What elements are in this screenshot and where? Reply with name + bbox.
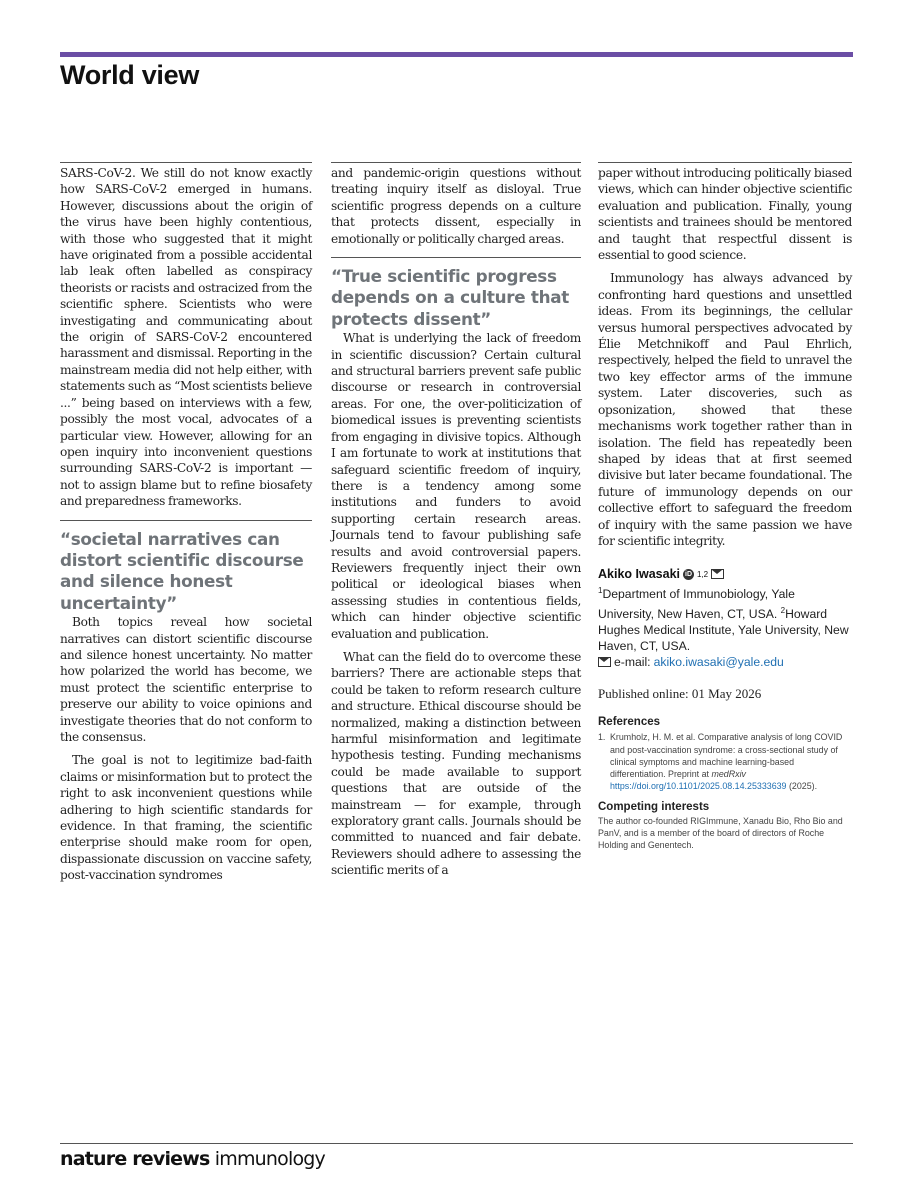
published-date: Published online: 01 May 2026: [598, 686, 762, 702]
column-rule: [598, 162, 852, 163]
paragraph: Immunology has always advanced by confronting hard questions and unsettled ideas. From its beginnings, the cellular versus humoral perspectives advocated by Élie Metchnikoff and Paul Ehrlich, respectively, helped the field to unravel the two key effector arms of the immune system. Later discoveries, such as opsonization, showed that these mechanisms work together rather than in isolation. The field has repeatedly been shaped by ideas that at first seemed divisive but later became foundational. The future of immunology depends on our collective effort to safeguard the freedom of inquiry with the same passion we have for scientific integrity.: [598, 271, 852, 548]
paragraph: paper without introducing politically biased views, which can hinder objective scientific evaluation and publication. Finally, young scientists and trainees should be mentored and taught that respectful dissent is essential to good science.: [598, 166, 852, 263]
reference-journal: medRxiv: [711, 769, 746, 780]
email-line: [598, 654, 852, 670]
author-name-text: Akiko Iwasaki: [598, 567, 680, 582]
column-3: [598, 162, 852, 851]
header-rule: [60, 52, 853, 57]
affiliation-2: Howard Hughes Medical Institute, Yale University, New Haven, CT, USA.: [598, 606, 849, 654]
footer-rule: [60, 1143, 853, 1144]
mail-icon: [598, 657, 611, 667]
paragraph: SARS-CoV-2. We still do not know exactly how SARS-CoV-2 emerged in humans. However, discussions about the origin of the virus have been highly contentious, with those who suggested that it might have originated from a possible accidental lab leak often labelled as conspiracy theorists or racists and ostracized from the scientific sphere. Scientists who were investigating and communicating about the origin of SARS-CoV-2 encountered harassment and dismissal. Reporting in the mainstream media did not help either, with statements such as “Most scientists believe ...” being based on interviews with a few, possibly the most vocal, advocates of a particular view. However, allowing for an open inquiry into inconvenient questions surrounding SARS-CoV-2 is important — not to assign blame but to refine biosafety and preparedness frameworks.: [60, 166, 312, 509]
references-heading: References: [598, 716, 661, 729]
paragraph: Both topics reveal how societal narratives can distort scientific discourse and silence honest uncertainty. No matter how polarized the world has become, we must protect the scientific enterprise to preserve our ability to voice opinions and investigate theories that do not conform to the consensus.: [60, 615, 312, 744]
section-title: World view: [60, 60, 200, 90]
reference-number: 1.: [598, 732, 606, 743]
reference-year: (2025).: [788, 781, 818, 792]
reference-text: Krumholz, H. M. et al. Comparative analysis of long COVID and post-vaccination syndrome: a cross-sectional study of clinical symptoms and machine learning-based differentiation. Preprint at: [610, 732, 843, 780]
orcid-icon[interactable]: iD: [685, 570, 692, 578]
email-label: e-mail:: [614, 655, 651, 670]
email-link[interactable]: akiko.iwasaki@yale.edu: [653, 655, 784, 670]
journal-footer: [60, 1148, 325, 1170]
journal-brand-light: immunology: [214, 1148, 325, 1170]
mail-icon[interactable]: [711, 569, 724, 579]
author-name: [598, 567, 852, 581]
paragraph: What can the field do to overcome these barriers? There are actionable steps that could be taken to reform research culture and structure. Ethical discourse should be normalized, making a distinction between harmful misinformation and legitimate hypothesis testing. Funding mechanisms could be made available to support questions that are outside of the mainstream — for example, through exploratory grant calls. Journals should be committed to nuanced and fair debate. Reviewers should adhere to assessing the scientific merits of a: [331, 649, 581, 878]
column-rule: [60, 162, 312, 163]
column-2: [331, 162, 581, 879]
paragraph: The goal is not to legitimize bad-faith claims or misinformation but to protect the right to ask inconvenient questions while adhering to high scientific standards for evidence. In that framing, the scientific enterprise should make room for open, dispassionate discussion on vaccine safety, post-vaccination syndromes: [60, 753, 312, 883]
competing-interests-heading: Competing interests: [598, 800, 710, 813]
paragraph: and pandemic-origin questions without treating inquiry itself as disloyal. True scientific progress depends on a culture that protects dissent, especially in emotionally or politically charged areas.: [331, 166, 581, 246]
reference-body: [610, 731, 852, 792]
affiliations: [598, 583, 852, 654]
aff2-sup: 2: [780, 605, 786, 615]
aff1-sup: 1: [598, 586, 603, 596]
affiliation-1: Department of Immunobiology, Yale University, New Haven, CT, USA.: [598, 587, 795, 621]
column-1: [60, 162, 312, 884]
author-affiliation-sup: 1,2: [697, 569, 709, 579]
column-rule: [331, 162, 581, 163]
reference-item: [598, 731, 852, 792]
reference-link[interactable]: https://doi.org/10.1101/2025.08.14.25333639: [610, 781, 787, 792]
paragraph: What is underlying the lack of freedom in scientific discussion? Certain cultural and structural barriers prevent safe public discourse or research in controversial areas. For one, the over-politicization of biomedical issues is preventing scientists from engaging in divisive topics. Although I am fortunate to work at institutions that safeguard scientific freedom of inquiry, there is a tendency among some institutions and funders to avoid supporting certain research areas. Journals tend to favour publishing safe results and avoid controversial papers. Reviewers frequently inject their own political or ideological biases when assessing studies in contentious fields, which can hinder objective scientific evaluation and publication.: [331, 331, 581, 641]
competing-interests-text: The author co-founded RIGImmune, Xanadu Bio, Rho Bio and PanV, and is a member of the board of directors of Roche Holding and Genentech.: [598, 815, 843, 850]
pull-quote: “societal narratives can distort scientific discourse and silence honest uncertainty”: [60, 520, 312, 615]
pull-quote: “True scientific progress depends on a culture that protects dissent”: [331, 257, 581, 330]
journal-brand-bold: nature reviews: [60, 1148, 210, 1170]
